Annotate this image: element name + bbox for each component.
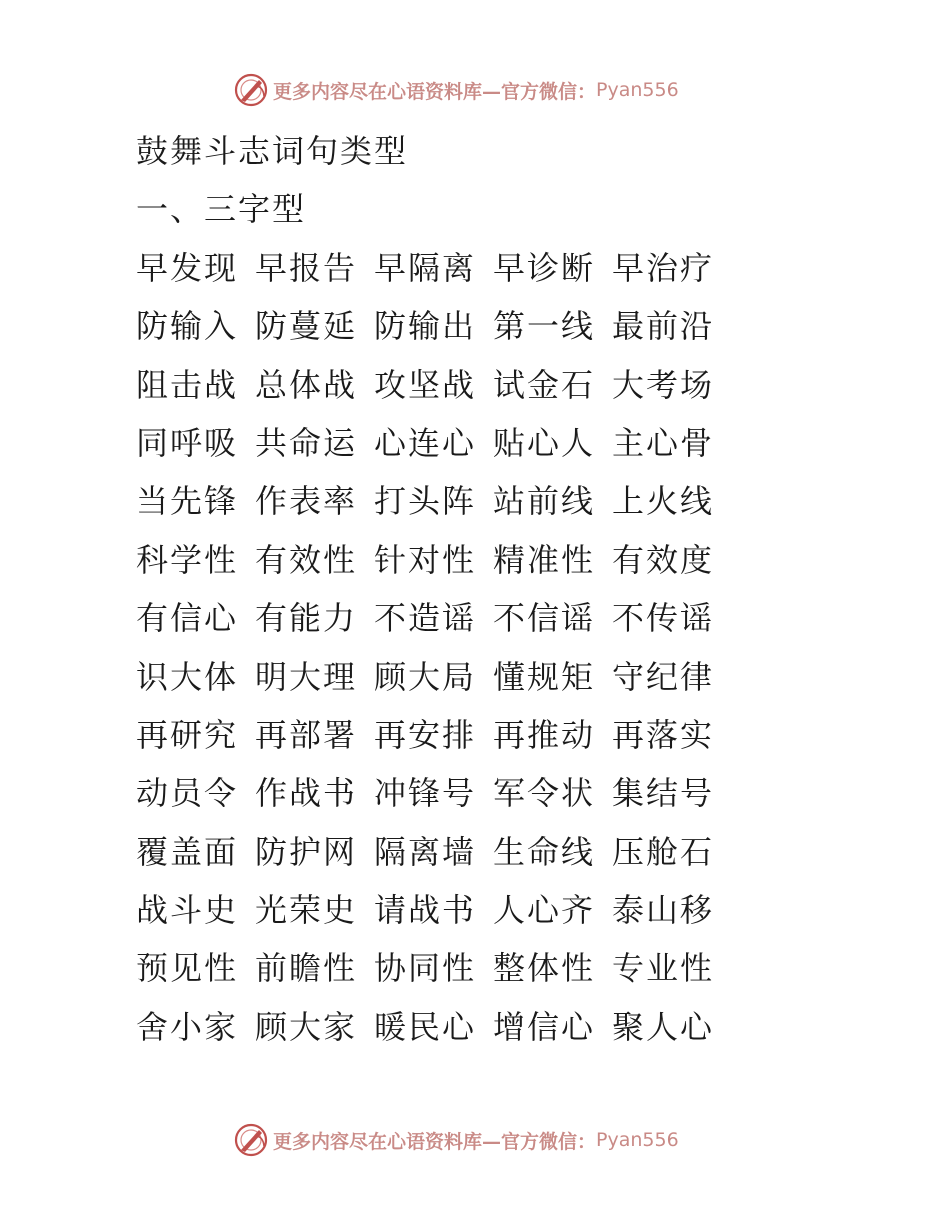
term-item: 明大理 [255, 657, 358, 696]
term-row [136, 239, 836, 297]
term-item: 顾大局 [374, 657, 477, 696]
term-item: 有效度 [612, 540, 715, 579]
term-item: 预见性 [136, 949, 239, 988]
term-item: 阻击战 [136, 365, 239, 404]
term-item: 早诊断 [493, 248, 596, 287]
term-item: 压舱石 [612, 832, 715, 871]
term-item: 防蔓延 [255, 307, 358, 346]
term-item: 懂规矩 [493, 657, 596, 696]
term-item: 顾大家 [255, 1007, 358, 1046]
term-item: 聚人心 [612, 1007, 715, 1046]
term-row [136, 531, 836, 589]
term-item: 防护网 [255, 832, 358, 871]
term-item: 协同性 [374, 949, 477, 988]
term-item: 战斗史 [136, 891, 239, 930]
term-item: 作表率 [255, 482, 358, 521]
term-item: 科学性 [136, 540, 239, 579]
term-item: 不信谣 [493, 599, 596, 638]
term-item: 同呼吸 [136, 423, 239, 462]
term-row [136, 356, 836, 414]
term-item: 军令状 [493, 774, 596, 813]
quill-logo-icon [233, 72, 269, 108]
term-item: 有能力 [255, 599, 358, 638]
term-row [136, 297, 836, 355]
term-item: 再研究 [136, 715, 239, 754]
term-row [136, 472, 836, 530]
term-item: 早治疗 [612, 248, 715, 287]
document-title: 鼓舞斗志词句类型 [136, 132, 409, 170]
term-item: 再安排 [374, 715, 477, 754]
term-item: 冲锋号 [374, 774, 477, 813]
term-row [136, 706, 836, 764]
term-item: 有信心 [136, 599, 239, 638]
watermark-text: 更多内容尽在心语资料库—官方微信： [273, 80, 597, 103]
term-item: 暖民心 [374, 1007, 477, 1046]
term-item: 早发现 [136, 248, 239, 287]
term-row [136, 589, 836, 647]
term-item: 动员令 [136, 774, 239, 813]
term-row [136, 881, 836, 939]
term-item: 主心骨 [612, 423, 715, 462]
term-item: 防输出 [374, 307, 477, 346]
term-item: 守纪律 [612, 657, 715, 696]
term-row [136, 998, 836, 1056]
term-item: 前瞻性 [255, 949, 358, 988]
term-item: 再推动 [493, 715, 596, 754]
watermark-wechat-id: Pyan556 [596, 1129, 679, 1151]
term-item: 心连心 [374, 423, 477, 462]
term-item: 光荣史 [255, 891, 358, 930]
document-body [136, 122, 836, 1056]
term-row [136, 414, 836, 472]
term-item: 针对性 [374, 540, 477, 579]
watermark-text: 更多内容尽在心语资料库—官方微信： [273, 1130, 597, 1153]
term-item: 上火线 [612, 482, 715, 521]
section-heading: 一、三字型 [136, 190, 307, 229]
term-list [136, 239, 836, 1056]
term-item: 再落实 [612, 715, 715, 754]
term-item: 集结号 [612, 774, 715, 813]
term-item: 泰山移 [612, 891, 715, 930]
term-item: 大考场 [612, 365, 715, 404]
term-item: 增信心 [493, 1007, 596, 1046]
term-item: 有效性 [255, 540, 358, 579]
term-row [136, 823, 836, 881]
term-item: 作战书 [255, 774, 358, 813]
term-item: 当先锋 [136, 482, 239, 521]
term-item: 识大体 [136, 657, 239, 696]
term-item: 最前沿 [612, 307, 715, 346]
term-item: 隔离墙 [374, 832, 477, 871]
term-item: 打头阵 [374, 482, 477, 521]
term-item: 站前线 [493, 482, 596, 521]
term-item: 不造谣 [374, 599, 477, 638]
term-item: 试金石 [493, 365, 596, 404]
footer-watermark [233, 1120, 679, 1160]
term-item: 精准性 [493, 540, 596, 579]
quill-logo-icon [233, 1122, 269, 1158]
term-item: 人心齐 [493, 891, 596, 930]
term-item: 覆盖面 [136, 832, 239, 871]
term-item: 请战书 [374, 891, 477, 930]
term-item: 早隔离 [374, 248, 477, 287]
term-item: 整体性 [493, 949, 596, 988]
term-item: 早报告 [255, 248, 358, 287]
term-item: 舍小家 [136, 1007, 239, 1046]
term-item: 生命线 [493, 832, 596, 871]
term-row [136, 939, 836, 997]
term-item: 攻坚战 [374, 365, 477, 404]
watermark-wechat-id: Pyan556 [596, 79, 679, 101]
term-row [136, 764, 836, 822]
term-item: 防输入 [136, 307, 239, 346]
term-item: 第一线 [493, 307, 596, 346]
term-row [136, 648, 836, 706]
term-item: 总体战 [255, 365, 358, 404]
term-item: 贴心人 [493, 423, 596, 462]
term-item: 共命运 [255, 423, 358, 462]
term-item: 再部署 [255, 715, 358, 754]
term-item: 不传谣 [612, 599, 715, 638]
header-watermark [233, 70, 679, 110]
term-item: 专业性 [612, 949, 715, 988]
